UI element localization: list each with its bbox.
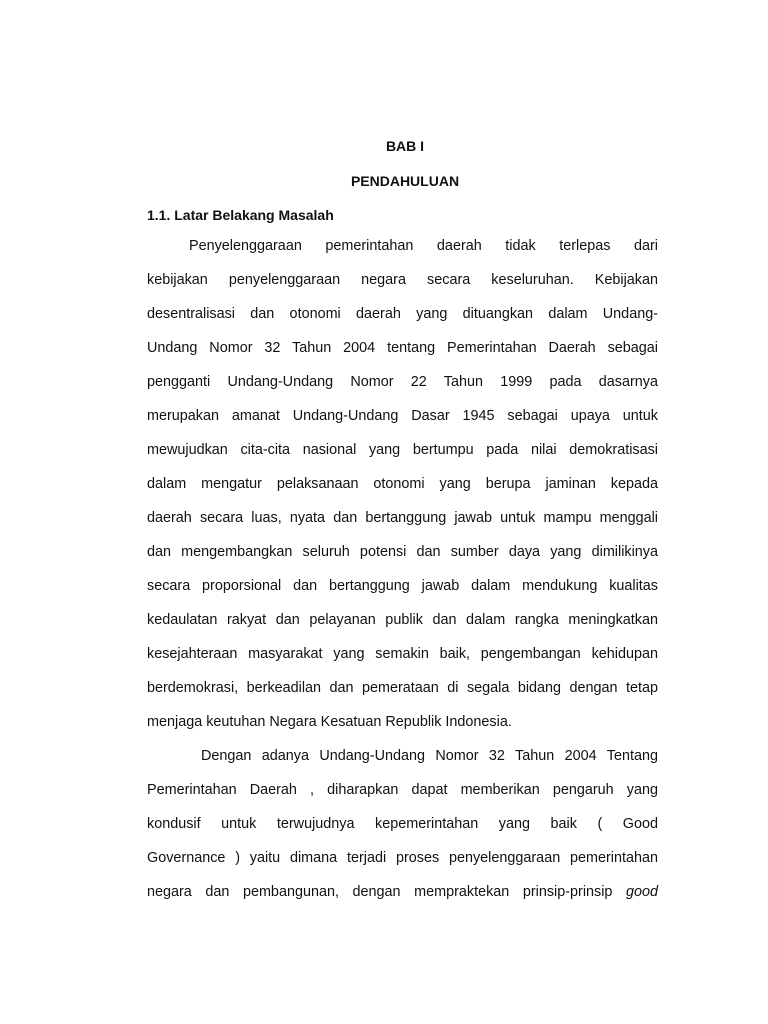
paragraph-1-line: menjaga keutuhan Negara Kesatuan Republik Indonesia.	[147, 714, 512, 730]
paragraph-1-line: dan mengembangkan seluruh potensi dan sumber daya yang dimilikinya	[147, 544, 658, 560]
paragraph-1-line: secara proporsional dan bertanggung jawab dalam mendukung kualitas	[147, 578, 658, 594]
paragraph-2-line: Dengan adanya Undang-Undang Nomor 32 Tahun 2004 Tentang	[201, 748, 658, 764]
section-heading: 1.1. Latar Belakang Masalah	[147, 207, 334, 223]
chapter-title: PENDAHULUAN	[350, 173, 460, 189]
paragraph-1-line: kebijakan penyelenggaraan negara secara keseluruhan. Kebijakan	[147, 272, 658, 288]
paragraph-1-line: desentralisasi dan otonomi daerah yang dituangkan dalam Undang-	[147, 306, 658, 322]
paragraph-1-line: kesejahteraan masyarakat yang semakin baik, pengembangan kehidupan	[147, 646, 658, 662]
chapter-label: BAB I	[385, 138, 425, 154]
paragraph-1-line: pengganti Undang-Undang Nomor 22 Tahun 1999 pada dasarnya	[147, 374, 658, 390]
body-text	[147, 236, 658, 916]
paragraph-1-line: mewujudkan cita-cita nasional yang bertumpu pada nilai demokratisasi	[147, 442, 658, 458]
paragraph-1-line: kedaulatan rakyat dan pelayanan publik dan dalam rangka meningkatkan	[147, 612, 658, 628]
paragraph-1-line: Undang Nomor 32 Tahun 2004 tentang Pemerintahan Daerah sebagai	[147, 340, 658, 356]
paragraph-2-line: Pemerintahan Daerah , diharapkan dapat memberikan pengaruh yang	[147, 782, 658, 798]
paragraph-2-last-line	[147, 882, 658, 916]
paragraph-1-line: Penyelenggaraan pemerintahan daerah tidak terlepas dari	[189, 238, 658, 254]
paragraph-1-line: daerah secara luas, nyata dan bertanggung jawab untuk mampu menggali	[147, 510, 658, 526]
paragraph-2-last-line-text: negara dan pembangunan, dengan mempraktekan prinsip-prinsip	[147, 884, 613, 900]
italic-term: good	[625, 884, 658, 900]
paragraph-2-line: kondusif untuk terwujudnya kepemerintahan yang baik ( Good	[147, 816, 658, 832]
paragraph-1-line: berdemokrasi, berkeadilan dan pemerataan di segala bidang dengan tetap	[147, 680, 658, 696]
paragraph-1-line: merupakan amanat Undang-Undang Dasar 1945 sebagai upaya untuk	[147, 408, 658, 424]
paragraph-2-line: Governance ) yaitu dimana terjadi proses penyelenggaraan pemerintahan	[147, 850, 658, 866]
paragraph-1-line: dalam mengatur pelaksanaan otonomi yang berupa jaminan kepada	[147, 476, 658, 492]
